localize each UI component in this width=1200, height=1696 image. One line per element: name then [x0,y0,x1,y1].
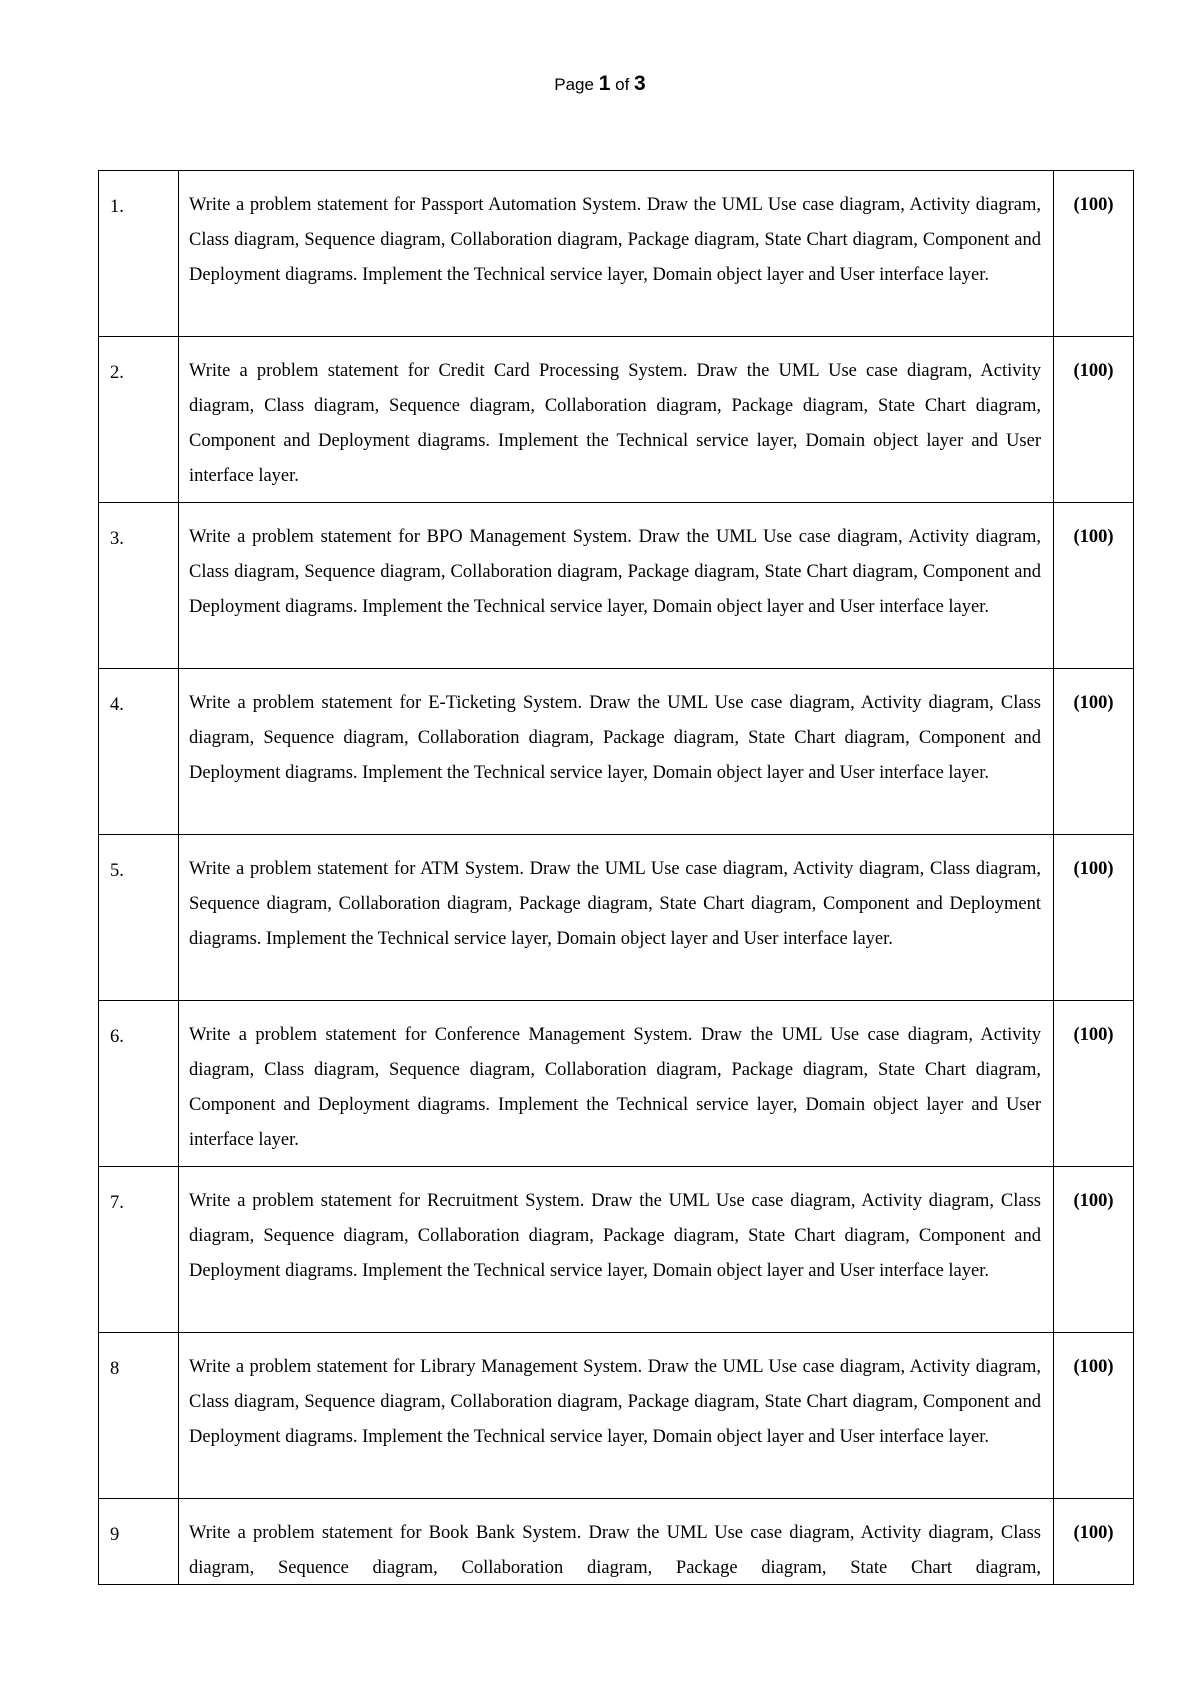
question-marks: (100) [1073,1523,1114,1543]
question-number: 5. [110,861,124,881]
question-marks: (100) [1073,195,1114,215]
total-pages-number: 3 [634,72,646,95]
question-text-cell [179,1499,1054,1585]
question-number: 2. [110,363,124,383]
question-row [99,835,1134,1001]
question-marks-cell [1054,1167,1134,1333]
question-number-cell [99,1499,179,1585]
question-marks-cell [1054,503,1134,669]
question-number-cell [99,503,179,669]
question-number-cell [99,1167,179,1333]
question-row [99,1167,1134,1333]
question-row [99,1499,1134,1585]
question-number: 9 [110,1525,120,1545]
question-number: 3. [110,529,124,549]
question-text-cell [179,835,1054,1001]
question-row [99,503,1134,669]
question-marks: (100) [1073,1191,1114,1211]
question-number-cell [99,1001,179,1167]
question-text: Write a problem statement for Recruitment System. Draw the UML Use case diagram, Activity diagram, Class diagram, Sequence diagram, Collaboration diagram, Package diagram, State Chart diagram, Component and Deployment diagrams. Implement the Technical service layer, Domain object layer and User interface layer. [189,1191,1041,1281]
question-row [99,171,1134,337]
current-page-number: 1 [598,72,611,95]
question-text: Write a problem statement for Conference Management System. Draw the UML Use case diagram, Activity diagram, Class diagram, Sequence diagram, Collaboration diagram, Package diagram, State Chart diagram, Component and Deployment diagrams. Implement the Technical service layer, Domain object layer and User interface layer. [189,1025,1041,1150]
question-marks-cell [1054,835,1134,1001]
question-text: Write a problem statement for ATM System. Draw the UML Use case diagram, Activity diagram, Class diagram, Sequence diagram, Collaboration diagram, Package diagram, State Chart diagram, Component and Deployment diagrams. Implement the Technical service layer, Domain object layer and User interface layer. [189,859,1041,949]
question-marks: (100) [1073,1025,1114,1045]
question-number: 7. [110,1193,124,1213]
question-row [99,1001,1134,1167]
question-text-cell [179,337,1054,503]
question-marks: (100) [1073,859,1114,879]
question-text-cell [179,1001,1054,1167]
question-text-cell [179,1333,1054,1499]
question-number: 8 [110,1359,120,1379]
question-marks: (100) [1073,693,1114,713]
page-label: Page [554,75,594,94]
question-text: Write a problem statement for Library Management System. Draw the UML Use case diagram, Activity diagram, Class diagram, Sequence diagram, Collaboration diagram, Package diagram, State Chart diagram, Component and Deployment diagrams. Implement the Technical service layer, Domain object layer and User interface layer. [189,1357,1041,1447]
question-number: 4. [110,695,124,715]
question-number-cell [99,337,179,503]
question-marks: (100) [1073,1357,1114,1377]
question-text: Write a problem statement for Passport Automation System. Draw the UML Use case diagram, Activity diagram, Class diagram, Sequence diagram, Collaboration diagram, Package diagram, State Chart diagram, Component and Deployment diagrams. Implement the Technical service layer, Domain object layer and User interface layer. [189,195,1041,285]
question-text-cell [179,503,1054,669]
question-row [99,337,1134,503]
question-text: Write a problem statement for Book Bank System. Draw the UML Use case diagram, Activity diagram, Class diagram, Sequence diagram, Collaboration diagram, Package diagram, State Chart diagram, [189,1523,1041,1578]
question-marks-cell [1054,171,1134,337]
question-number-cell [99,669,179,835]
question-number-cell [99,171,179,337]
page-of-label: of [615,75,630,94]
question-text-cell [179,1167,1054,1333]
question-text: Write a problem statement for E-Ticketing System. Draw the UML Use case diagram, Activity diagram, Class diagram, Sequence diagram, Collaboration diagram, Package diagram, State Chart diagram, Component and Deployment diagrams. Implement the Technical service layer, Domain object layer and User interface layer. [189,693,1041,783]
question-marks-cell [1054,1001,1134,1167]
question-table [98,170,1134,1585]
question-text-cell [179,171,1054,337]
question-marks: (100) [1073,527,1114,547]
question-row [99,1333,1134,1499]
question-number: 6. [110,1027,124,1047]
question-marks-cell [1054,1333,1134,1499]
question-marks-cell [1054,1499,1134,1585]
question-marks: (100) [1073,361,1114,381]
question-row [99,669,1134,835]
page-header [0,72,1200,97]
question-marks-cell [1054,669,1134,835]
question-number-cell [99,1333,179,1499]
question-text: Write a problem statement for Credit Card Processing System. Draw the UML Use case diagram, Activity diagram, Class diagram, Sequence diagram, Collaboration diagram, Package diagram, State Chart diagram, Component and Deployment diagrams. Implement the Technical service layer, Domain object layer and User interface layer. [189,361,1041,486]
question-number: 1. [110,197,124,217]
question-text-cell [179,669,1054,835]
question-number-cell [99,835,179,1001]
question-text: Write a problem statement for BPO Management System. Draw the UML Use case diagram, Activity diagram, Class diagram, Sequence diagram, Collaboration diagram, Package diagram, State Chart diagram, Component and Deployment diagrams. Implement the Technical service layer, Domain object layer and User interface layer. [189,527,1041,617]
question-marks-cell [1054,337,1134,503]
